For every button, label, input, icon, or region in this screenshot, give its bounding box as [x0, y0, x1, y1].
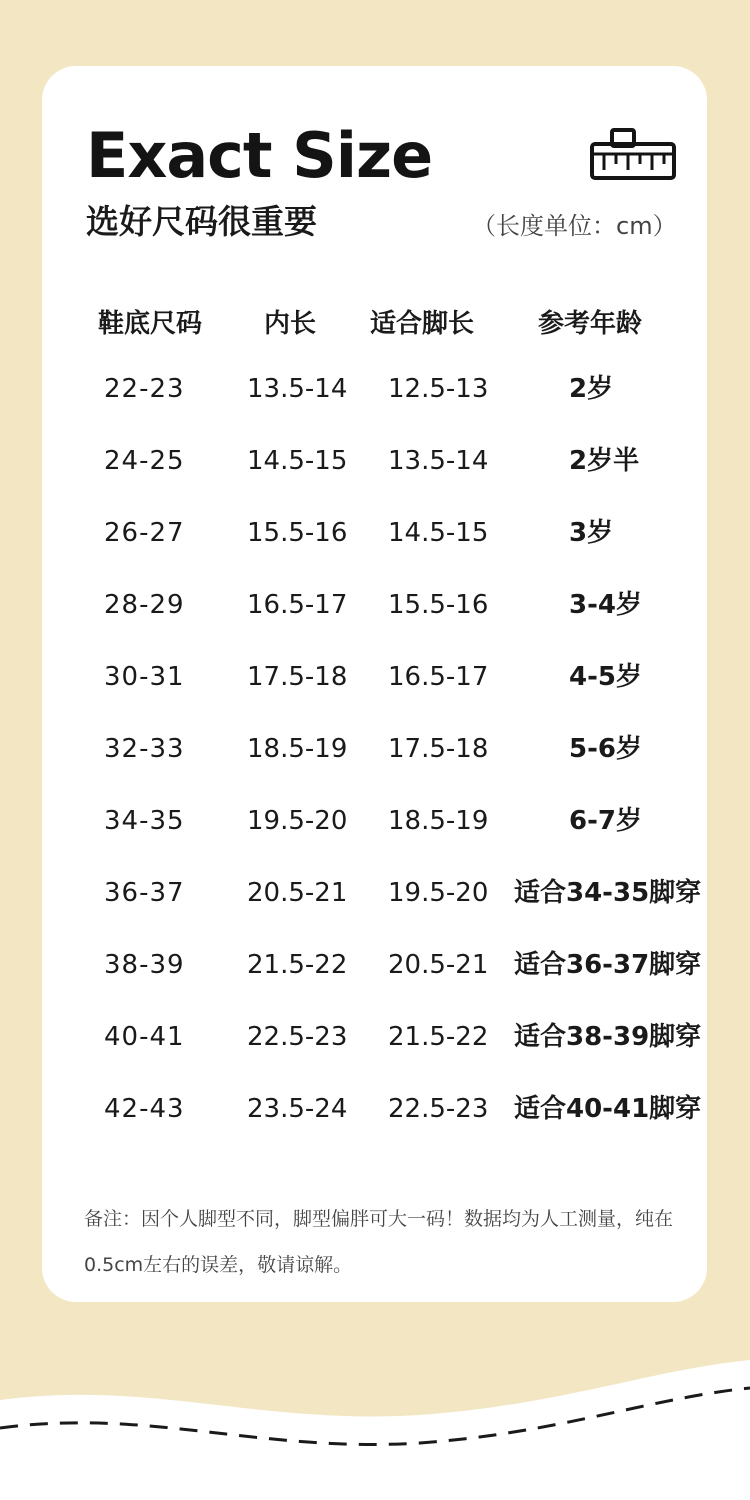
sole-size-cell: 30-31	[104, 662, 185, 692]
table-row	[42, 1089, 707, 1129]
sole-size-cell: 24-25	[104, 446, 185, 476]
wave-decoration	[0, 1330, 750, 1500]
age-cell: 6-7岁	[569, 806, 642, 836]
foot-length-cell: 19.5-20	[388, 878, 489, 908]
age-cell: 2岁	[569, 374, 614, 404]
table-row	[42, 441, 707, 481]
footnote: 备注：因个人脚型不同，脚型偏胖可大一码！数据均为人工测量，纯在0.5cm左右的误差，敬请谅解。	[84, 1208, 674, 1276]
inner-length-cell: 20.5-21	[247, 878, 348, 908]
age-cell: 5-6岁	[569, 734, 642, 764]
ruler-icon	[588, 126, 678, 182]
inner-length-cell: 16.5-17	[247, 590, 348, 620]
sole-size-cell: 28-29	[104, 590, 185, 620]
table-row	[42, 369, 707, 409]
sole-size-cell: 40-41	[104, 1022, 185, 1052]
table-row	[42, 657, 707, 697]
inner-length-cell: 17.5-18	[247, 662, 348, 692]
inner-length-cell: 22.5-23	[247, 1022, 348, 1052]
column-header-inner-length: 内长	[264, 309, 317, 339]
inner-length-cell: 15.5-16	[247, 518, 348, 548]
foot-length-cell: 16.5-17	[388, 662, 489, 692]
table-row	[42, 801, 707, 841]
page-subtitle: 选好尺码很重要	[86, 202, 317, 241]
sole-size-cell: 32-33	[104, 734, 185, 764]
inner-length-cell: 21.5-22	[247, 950, 348, 980]
table-row	[42, 945, 707, 985]
size-chart-card	[42, 66, 707, 1302]
foot-length-cell: 15.5-16	[388, 590, 489, 620]
age-cell: 2岁半	[569, 446, 640, 476]
page-title: Exact Size	[86, 119, 433, 192]
age-cell: 4-5岁	[569, 662, 642, 692]
foot-length-cell: 12.5-13	[388, 374, 489, 404]
age-cell: 适合34-35脚穿	[514, 878, 702, 908]
table-row	[42, 513, 707, 553]
foot-length-cell: 21.5-22	[388, 1022, 489, 1052]
foot-length-cell: 17.5-18	[388, 734, 489, 764]
table-row	[42, 729, 707, 769]
sole-size-cell: 42-43	[104, 1094, 185, 1124]
sole-size-cell: 22-23	[104, 374, 185, 404]
foot-length-cell: 18.5-19	[388, 806, 489, 836]
inner-length-cell: 18.5-19	[247, 734, 348, 764]
table-row	[42, 1017, 707, 1057]
column-header-foot-length: 适合脚长	[370, 309, 475, 339]
sole-size-cell: 34-35	[104, 806, 185, 836]
age-cell: 3岁	[569, 518, 614, 548]
age-cell: 3-4岁	[569, 590, 642, 620]
column-header-sole-size: 鞋底尺码	[98, 309, 203, 339]
age-cell: 适合40-41脚穿	[514, 1094, 702, 1124]
sole-size-cell: 36-37	[104, 878, 185, 908]
inner-length-cell: 19.5-20	[247, 806, 348, 836]
column-header-age: 参考年龄	[538, 309, 643, 339]
foot-length-cell: 14.5-15	[388, 518, 489, 548]
inner-length-cell: 13.5-14	[247, 374, 348, 404]
sole-size-cell: 26-27	[104, 518, 185, 548]
foot-length-cell: 13.5-14	[388, 446, 489, 476]
foot-length-cell: 20.5-21	[388, 950, 489, 980]
unit-note: （长度单位：cm）	[472, 212, 677, 240]
sole-size-cell: 38-39	[104, 950, 185, 980]
table-row	[42, 585, 707, 625]
inner-length-cell: 14.5-15	[247, 446, 348, 476]
table-header	[42, 304, 707, 344]
age-cell: 适合36-37脚穿	[514, 950, 702, 980]
inner-length-cell: 23.5-24	[247, 1094, 348, 1124]
age-cell: 适合38-39脚穿	[514, 1022, 702, 1052]
foot-length-cell: 22.5-23	[388, 1094, 489, 1124]
table-row	[42, 873, 707, 913]
